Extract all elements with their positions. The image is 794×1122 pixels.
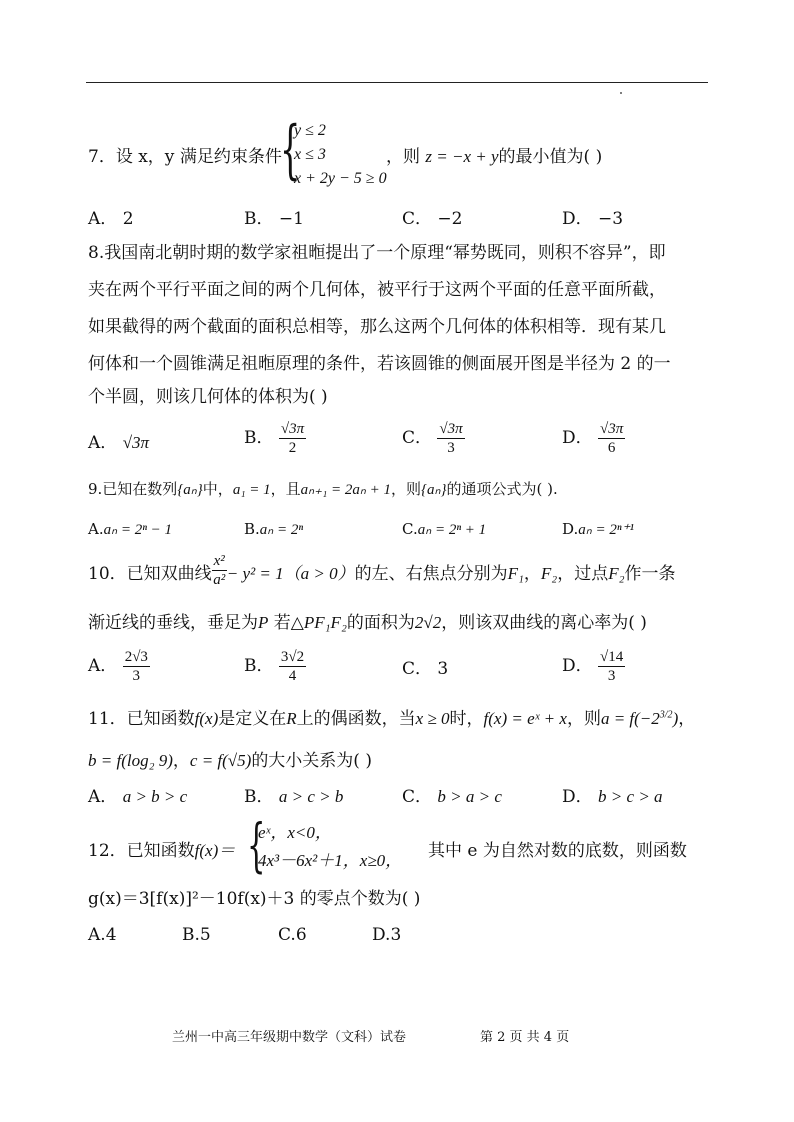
q7-suffix-a: ，则: [386, 147, 420, 167]
q10-option-c: C． 3: [402, 659, 449, 679]
q8-option-b: B． $\frac{√3\pi}{2}$: [244, 421, 305, 456]
footer-title: 兰州一中高三年级期中数学（文科）试卷: [172, 1030, 407, 1045]
q8-option-d: D． $\frac{√3\pi}{6}$: [562, 421, 624, 456]
q7-expression: z = −x + y: [425, 147, 499, 166]
q8-line-1: 8.我国南北朝时期的数学家祖暅提出了一个原理“幂势既同，则积不容异”，即: [88, 243, 666, 263]
q11-option-a: A． a > b > c: [88, 787, 188, 807]
q8-option-a: A． √3π: [88, 433, 150, 453]
q12-option-c: C.6: [278, 925, 307, 945]
q12-option-b: B.5: [182, 925, 211, 945]
q7-brace: {: [280, 113, 301, 187]
q9-recurrence: aₙ₊₁ = 2aₙ + 1: [300, 482, 392, 498]
q7-option-c: C． −2: [402, 209, 463, 229]
q12-case-2: 4x³－6x²＋1，x≥0，: [258, 851, 403, 870]
q7-suffix-b: 的最小值为( ): [498, 147, 603, 167]
q8-line-5: 个半圆，则该几何体的体积为( ): [88, 387, 328, 407]
q11-option-b: B． a > c > b: [244, 787, 344, 807]
q9-sequence: {aₙ}: [177, 482, 203, 498]
q7-prefix: 7．设 x，y 满足约束条件: [88, 147, 282, 167]
q9-option-c: C.aₙ = 2ⁿ + 1: [402, 520, 487, 538]
q11-option-c: C． b > a > c: [402, 787, 502, 807]
q8-line-4: 何体和一个圆锥满足祖暅原理的条件，若该圆锥的侧面展开图是半径为 2 的一: [88, 354, 671, 374]
q12-option-a: A.4: [88, 925, 117, 945]
q10-option-a: A． $\frac{2√3}{3}$: [88, 649, 148, 684]
q7-option-a: A． 2: [88, 209, 134, 229]
header-rule: [86, 82, 708, 83]
q7-constraint-1: y ≤ 2: [294, 122, 326, 139]
footer-page-number: 第 2 页 共 4 页: [480, 1030, 570, 1045]
q8-option-c: C． $\frac{√3\pi}{3}$: [402, 421, 463, 456]
q12-brace: {: [247, 811, 266, 879]
q7-option-d: D． −3: [562, 209, 624, 229]
q10-option-b: B． $\frac{3√2}{4}$: [244, 649, 305, 684]
q11-option-d: D． b > c > a: [562, 787, 663, 807]
q7-constraint-3: x + 2y − 5 ≥ 0: [294, 170, 387, 187]
q9-option-d: D.aₙ = 2ⁿ⁺¹: [562, 520, 635, 538]
q12-text-b: 其中 e 为自然对数的底数，则函数: [428, 841, 687, 861]
q9-option-a: A.aₙ = 2ⁿ − 1: [88, 520, 173, 538]
q7-constraint-2: x ≤ 3: [294, 146, 326, 163]
q12-case-1: eˣ，x<0，: [258, 823, 332, 842]
q9-option-b: B.aₙ = 2ⁿ: [244, 520, 304, 538]
q8-line-2: 夹在两个平行平面之间的两个几何体，被平行于这两个平面的任意平面所截，: [88, 280, 666, 300]
header-dot: [620, 92, 622, 94]
q12-option-d: D.3: [372, 925, 402, 945]
exam-page: 7．设 x，y 满足约束条件 { y ≤ 2 x ≤ 3 x + 2y − 5 ≥ 0 ，则 z = −x + y的最小值为( ) A． 2 B． −1 C． −2 D． −3 8.我国南北朝时期的数学家祖暅提出了一个原理“幂势既同，则积不容异”，即 夹在两个平行平面之间的两个几何体，被平行于这两个平面的任意平面所截， 如果截得的两个截面的面积总相等，那么这两个几何体的体积相等．现有某几 何体和一个圆锥满足祖暅原理的条件，若该圆锥的侧面展开图是半径为 2 的一 个半圆，则该几何体的体积为( ) A． √3π B． $\frac{√3\pi}{2}$ C． $\frac{√3\pi}{3}$ D． $\frac{√3\pi}{6}$ 9.已知在数列{aₙ}中，a₁ = 1，且aₙ₊₁ = 2aₙ + 1，则{aₙ}的通项公式为( ). A.aₙ = 2ⁿ − 1 B.aₙ = 2ⁿ C.aₙ = 2ⁿ + 1 D.aₙ = 2ⁿ⁺¹ 10．已知双曲线 $\frac{\text{x²}}{\text{a²}}$ − y² = 1（a > 0）的左、右焦点分别为F₁，F₂，过点F₂作一条 渐近线的垂线，垂足为P 若△PF₁F₂的面积为2√2，则该双曲线的离心率为( ) A． $\frac{2√3}{3}$ B． $\frac{3√2}{4}$ C． 3 D． $\frac{√14}{3}$ 11．已知函数f(x)是定义在R上的偶函数，当x ≥ 0时，f(x) = eˣ + x，则$a = f(-2^{3/2})$， b = f(log₂ 9)，c = f(√5)的大小关系为( ) A． a > b > c B． a > c > b C． b > a > c D． b > c > a 12．已知函数f(x)＝ { eˣ，x<0， 4x³－6x²＋1，x≥0， 其中 e 为自然对数的底数，则函数 g(x)＝3[f(x)]²－10f(x)＋3 的零点个数为( ) A.4 B.5 C.6 D.3 兰州一中高三年级期中数学（文科）试卷 第 2 页 共 4 页: [0, 0, 794, 1122]
q12-line-2: g(x)＝3[f(x)]²－10f(x)＋3 的零点个数为( ): [88, 889, 421, 909]
q7-option-b: B． −1: [244, 209, 304, 229]
q10-option-d: D． $\frac{√14}{3}$: [562, 649, 624, 684]
q8-line-3: 如果截得的两个截面的面积总相等，那么这两个几何体的体积相等．现有某几: [88, 317, 666, 337]
